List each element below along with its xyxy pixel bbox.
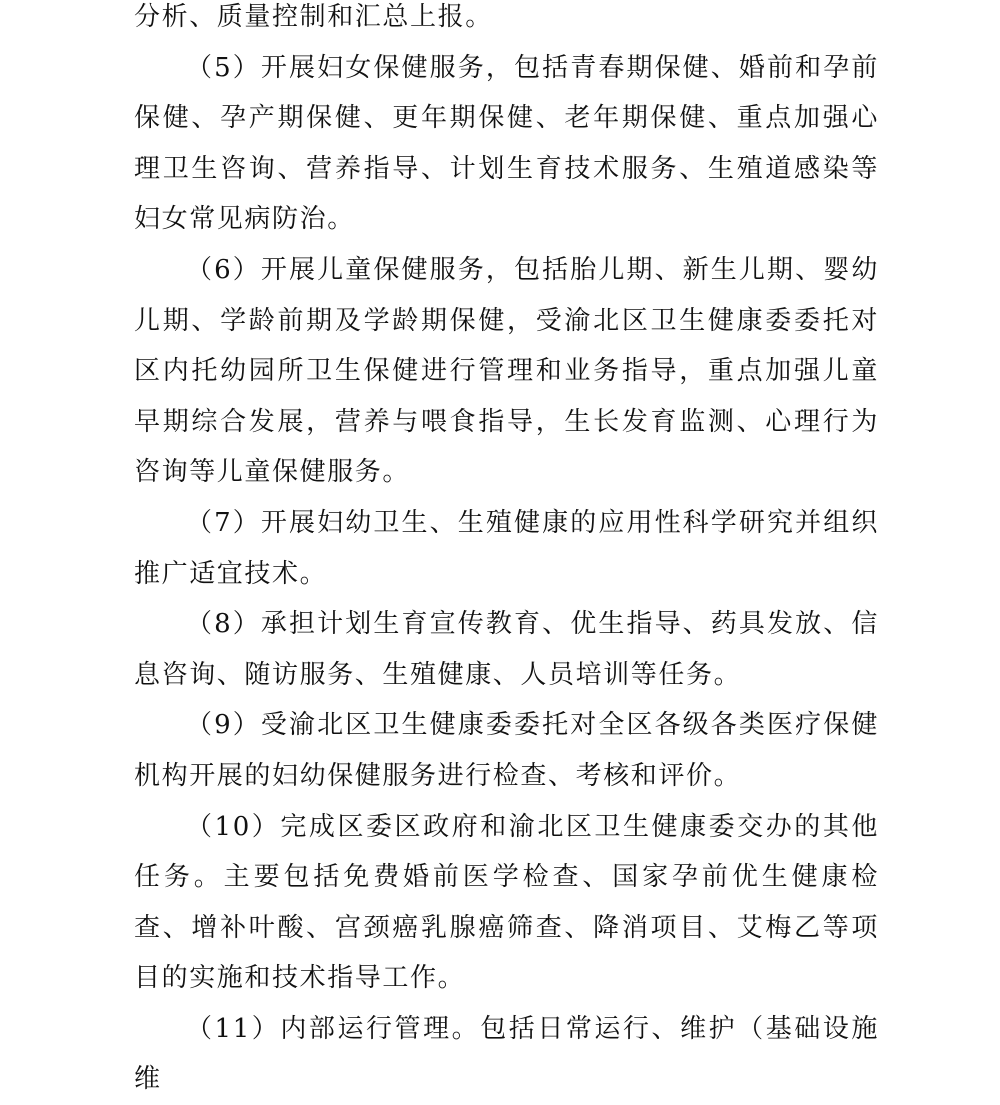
paragraph-item-5-womens-health: （5）开展妇女保健服务，包括青春期保健、婚前和孕前保健、孕产期保健、更年期保健、老年期保健、重点加强心理卫生咨询、营养指导、计划生育技术服务、生殖道感染等妇女常见病防治。 (134, 52, 879, 235)
paragraph-item-6-child-health: （6）开展儿童保健服务，包括胎儿期、新生儿期、婴幼儿期、学龄前期及学龄期保健，受渝北区卫生健康委委托对区内托幼园所卫生保健进行管理和业务指导，重点加强儿童早期综合发展，营养与喂食指导，生长发育监测、心理行为咨询等儿童保健服务。 (134, 254, 879, 488)
paragraph-item-8-family-planning: （8）承担计划生育宣传教育、优生指导、药具发放、信息咨询、随访服务、生殖健康、人员培训等任务。 (134, 609, 879, 690)
paragraph-item-7-research: （7）开展妇幼卫生、生殖健康的应用性科学研究并组织推广适宜技术。 (134, 507, 879, 589)
paragraph-item-9-inspection: （9）受渝北区卫生健康委委托对全区各级各类医疗保健机构开展的妇幼保健服务进行检查、考核和评价。 (134, 710, 879, 791)
paragraph-item-11-internal-management: （11）内部运行管理。包括日常运行、维护（基础设施维 (134, 1013, 879, 1095)
paragraph-item-10-other-tasks: （10）完成区委区政府和渝北区卫生健康委交办的其他任务。主要包括免费婚前医学检查、国家孕前优生健康检查、增补叶酸、宫颈癌乳腺癌筛查、降消项目、艾梅乙等项目的实施和技术指导工作。 (134, 811, 879, 994)
paragraph-continuation: 分析、质量控制和汇总上报。 (134, 2, 493, 32)
document-body (134, 0, 879, 1105)
